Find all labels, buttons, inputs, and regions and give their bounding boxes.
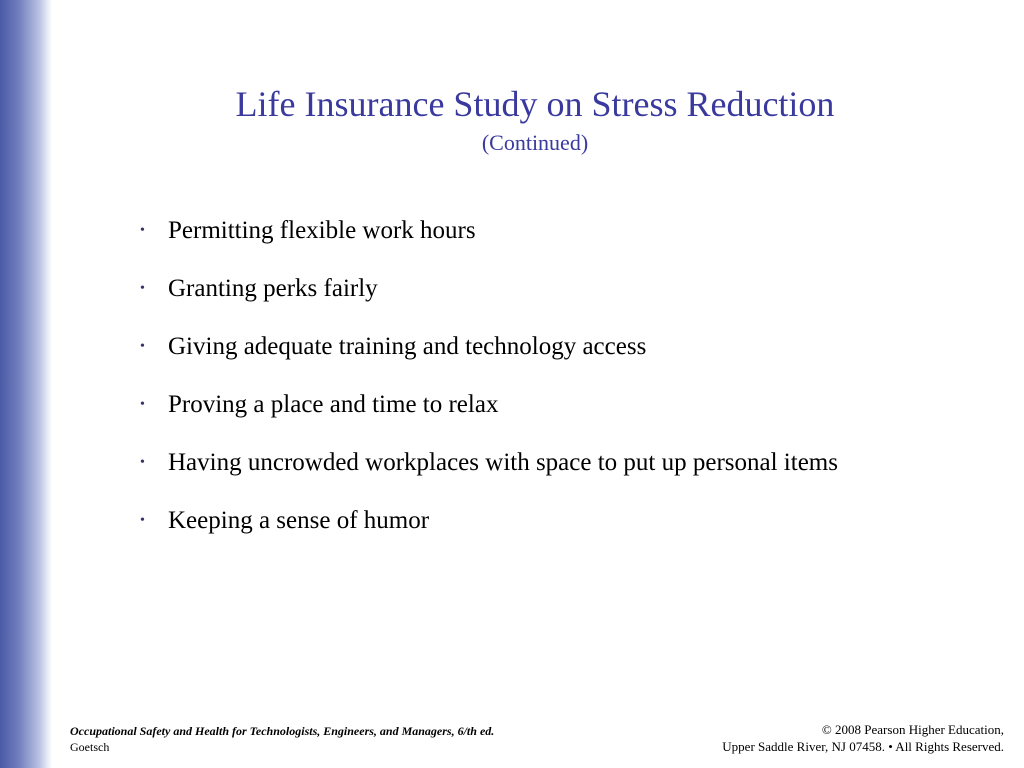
footer-copyright: [722, 721, 1004, 755]
bullet-icon: •: [140, 223, 145, 238]
copyright-line-1: © 2008 Pearson Higher Education,: [821, 722, 1004, 737]
footer-citation: [70, 723, 494, 755]
footer-book-title: Occupational Safety and Health for Technologists, Engineers, and Managers, 6/th ed.: [70, 724, 495, 738]
bullet-icon: •: [140, 455, 145, 470]
bullet-icon: •: [140, 281, 145, 296]
bullet-text: Permitting flexible work hours: [168, 217, 476, 244]
bullet-text: Giving adequate training and technology access: [168, 333, 647, 360]
bullet-text: Having uncrowded workplaces with space to put up personal items: [168, 449, 838, 476]
bullet-icon: •: [140, 513, 145, 528]
bullet-text: Proving a place and time to relax: [168, 391, 499, 418]
copyright-line-2: Upper Saddle River, NJ 07458. • All Rights Reserved.: [722, 739, 1004, 754]
bullet-text: Keeping a sense of humor: [168, 507, 430, 534]
bullet-icon: •: [140, 397, 145, 412]
bullet-icon: •: [140, 339, 145, 354]
decorative-side-band: [0, 0, 52, 768]
slide-subtitle: (Continued): [481, 130, 589, 155]
bullet-text: Granting perks fairly: [168, 275, 378, 302]
footer-author: Goetsch: [70, 740, 110, 754]
slide-title: Life Insurance Study on Stress Reduction: [235, 84, 835, 124]
